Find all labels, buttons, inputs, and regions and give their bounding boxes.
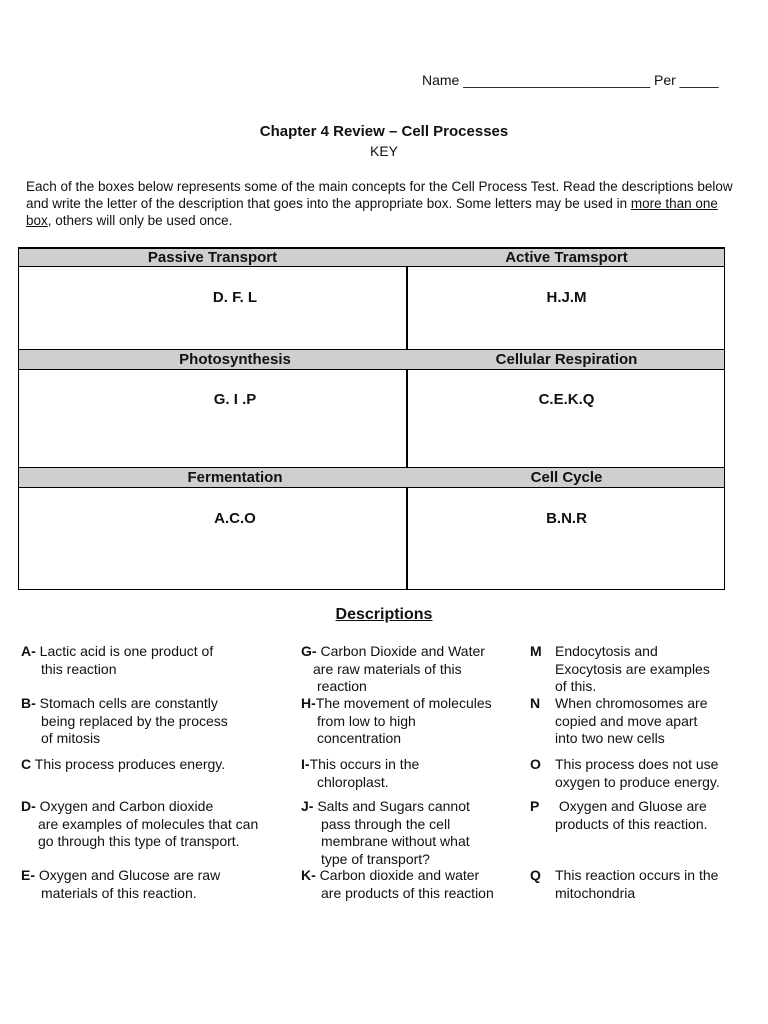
box-answer-passive-transport: D. F. L [212,289,258,306]
box-answer-cell-cycle: B.N.R [546,510,587,527]
row3-header [19,467,724,488]
concept-grid [18,247,725,590]
box-title-active-transport: Active Tramsport [505,249,628,266]
description-h: H-The movement of molecules from low to high concentration [301,695,492,746]
description-g: G- Carbon Dioxide and Water are raw materials of this reaction [301,643,485,694]
box-title-fermentation: Fermentation [187,469,283,486]
description-a: A- Lactic acid is one product of this reaction [21,643,214,677]
description-p: P Oxygen and Gluose are products of this reaction. [530,798,708,832]
description-c: C This process produces energy. [21,756,226,772]
box-title-cell-cycle: Cell Cycle [530,469,603,486]
description-d: D- Oxygen and Carbon dioxide are examples of molecules that can go through this type of transport. [21,798,259,849]
name-period-line: Name ________________________ Per _____ [422,72,719,88]
descriptions-heading: Descriptions [335,606,433,623]
box-answer-photosynthesis: G. I .P [213,391,257,408]
description-i: I-This occurs in the chloroplast. [301,756,420,790]
box-title-photosynthesis: Photosynthesis [179,351,291,368]
box-title-cellular-respiration: Cellular Respiration [495,351,638,368]
box-title-passive-transport: Passive Transport [147,249,278,266]
description-q: Q This reaction occurs in the mitochondria [530,867,719,901]
description-k: K- Carbon dioxide and water are products of this reaction [301,867,494,901]
key-label: KEY [369,143,398,159]
instructions-text-1: Each of the boxes below represents some of the main concepts for the Cell Process Test. Read the descriptions below and write the letter of the description that goes into the appropriate box. Some letters may be used in [26,179,733,211]
box-answer-cellular-respiration: C.E.K.Q [538,391,595,408]
row2-header [19,349,724,370]
description-o: O This process does not use oxygen to produce energy. [530,756,720,790]
description-e: E- Oxygen and Glucose are raw materials of this reaction. [21,867,221,901]
description-b: B- Stomach cells are constantly being replaced by the process of mitosis [21,695,228,746]
page-title: Chapter 4 Review – Cell Processes [259,123,509,140]
box-answer-active-transport: H.J.M [546,289,587,306]
description-n: N When chromosomes are copied and move apart into two new cells [530,695,708,746]
instructions [26,178,746,229]
instructions-underlined: more than one box [26,196,718,228]
description-m: M Endocytosis and Exocytosis are examples of this. [530,643,710,694]
row1-header [19,248,724,267]
instructions-text-2: , others will only be used once. [47,213,233,228]
box-answer-fermentation: A.C.O [214,510,256,527]
description-j: J- Salts and Sugars cannot pass through the cell membrane without what type of transport? [301,798,470,867]
